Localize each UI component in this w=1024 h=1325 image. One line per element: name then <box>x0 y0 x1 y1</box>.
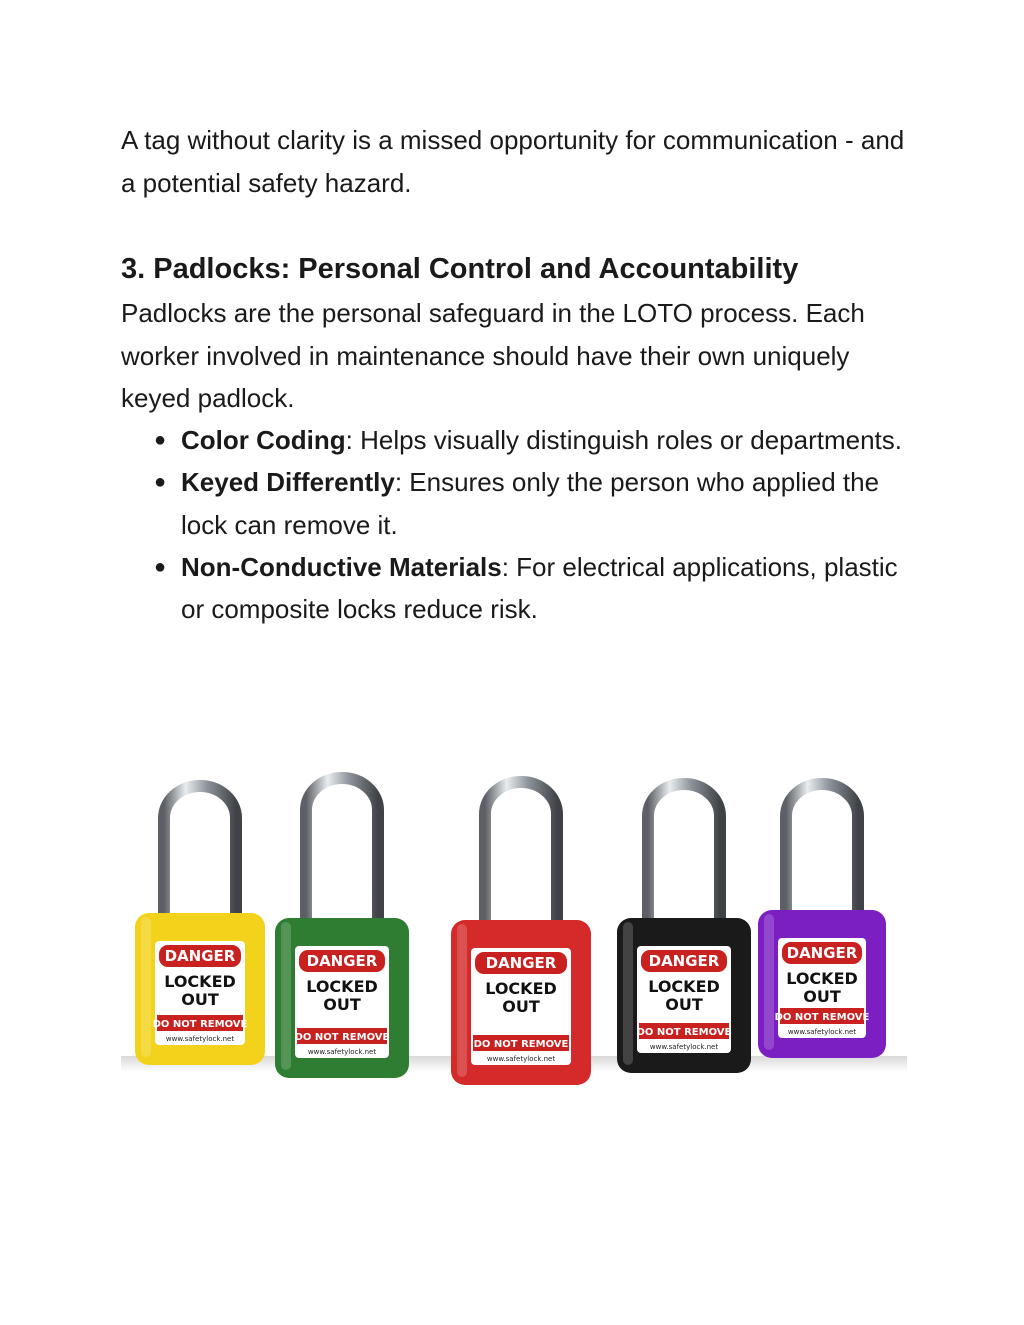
shackle <box>306 778 378 928</box>
danger-text: DANGER <box>648 952 720 970</box>
lock-highlight <box>623 922 633 1065</box>
danger-text: DANGER <box>485 954 557 972</box>
lock-highlight <box>457 924 467 1077</box>
do-not-remove-text: DO NOT REMOVE <box>473 1039 569 1050</box>
padlock <box>451 782 591 1085</box>
list-item <box>121 461 921 546</box>
padlock <box>617 784 751 1073</box>
bullet-text: : Helps visually distinguish roles or departments. <box>345 425 902 455</box>
intro-paragraph: A tag without clarity is a missed opportunity for communication - and a potential safety hazard. <box>121 125 905 198</box>
shackle <box>485 782 557 930</box>
locked-text: LOCKED <box>786 969 858 988</box>
out-text: OUT <box>803 987 841 1006</box>
out-text: OUT <box>502 997 540 1016</box>
bullet-term: Non-Conductive Materials <box>181 551 502 582</box>
do-not-remove-text: DO NOT REMOVE <box>152 1019 248 1030</box>
bullet-icon: ● <box>154 555 167 578</box>
bullet-term: Color Coding <box>181 425 346 455</box>
danger-text: DANGER <box>786 944 858 962</box>
locked-text: LOCKED <box>164 972 236 991</box>
padlock <box>275 778 409 1078</box>
do-not-remove-text: DO NOT REMOVE <box>294 1032 390 1043</box>
padlock <box>135 786 265 1065</box>
padlock <box>758 784 886 1058</box>
bullet-icon: ● <box>154 429 167 451</box>
url-text: www.safetylock.net <box>649 1043 719 1051</box>
bullet-icon: ● <box>154 471 167 494</box>
lock-highlight <box>281 922 291 1070</box>
do-not-remove-text: DO NOT REMOVE <box>774 1012 870 1023</box>
shackle <box>648 784 720 928</box>
lock-highlight <box>141 917 151 1057</box>
bullet-term: Keyed Differently <box>181 467 395 498</box>
list-item <box>121 546 921 631</box>
shackle <box>786 784 858 920</box>
section-heading: 3. Padlocks: Personal Control and Accountability <box>121 253 799 285</box>
shackle <box>164 786 236 923</box>
danger-text: DANGER <box>306 952 378 970</box>
url-text: www.safetylock.net <box>787 1028 857 1036</box>
lock-highlight <box>764 914 774 1050</box>
locked-text: LOCKED <box>648 977 720 996</box>
locked-text: LOCKED <box>485 979 557 998</box>
out-text: OUT <box>323 995 361 1014</box>
bullet-text: : Ensures only the person who applied the lock can remove it. <box>181 467 880 540</box>
locked-text: LOCKED <box>306 977 378 996</box>
feature-list <box>121 419 921 630</box>
url-text: www.safetylock.net <box>165 1035 235 1043</box>
section-body-paragraph: Padlocks are the personal safeguard in the LOTO process. Each worker involved in maintenance should have their own uniquely keyed padlock. <box>121 298 865 413</box>
out-text: OUT <box>181 990 219 1009</box>
url-text: www.safetylock.net <box>307 1048 377 1056</box>
out-text: OUT <box>665 995 703 1014</box>
list-item <box>121 419 921 461</box>
do-not-remove-text: DO NOT REMOVE <box>636 1027 732 1038</box>
bullet-text: : For electrical applications, plastic or composite locks reduce risk. <box>181 551 898 625</box>
danger-text: DANGER <box>164 947 236 965</box>
padlocks-image <box>121 760 907 1100</box>
url-text: www.safetylock.net <box>486 1055 556 1063</box>
